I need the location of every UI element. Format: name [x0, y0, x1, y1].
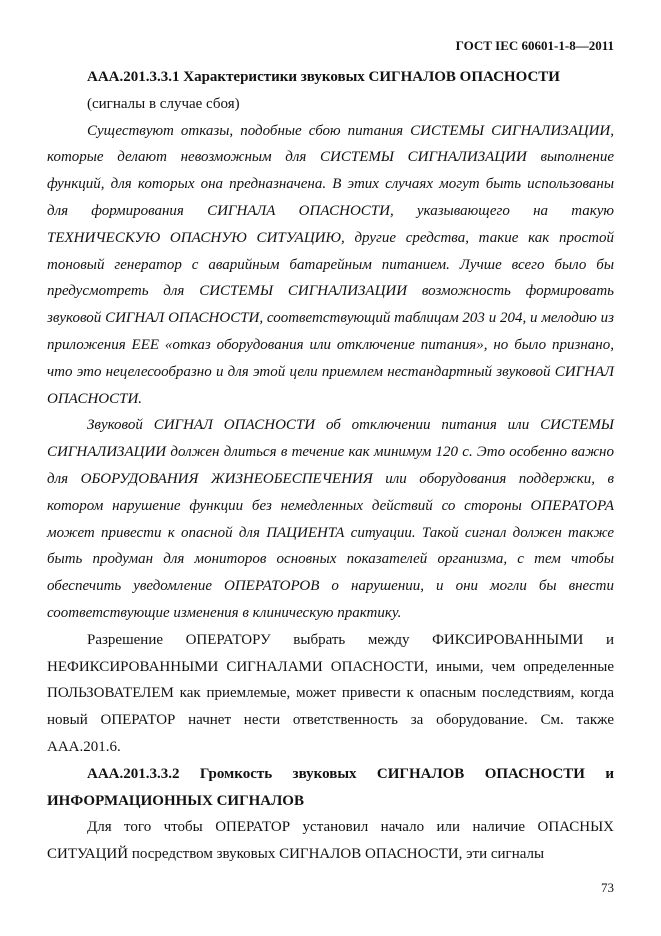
document-code-header: ГОСТ IEC 60601-1-8—2011 — [455, 38, 614, 53]
page-number: 73 — [601, 880, 614, 895]
paragraph-volume: Для того чтобы ОПЕРАТОР установил начало или наличие ОПАСНЫХ СИТУАЦИЙ посредством звуковых СИГНАЛОВ ОПАСНОСТИ, эти сигналы — [47, 819, 614, 863]
section-heading: AAA.201.3.3.1 Характеристики звуковых СИГНАЛОВ ОПАСНОСТИ — [87, 69, 560, 85]
document-body — [47, 64, 614, 868]
section-subheading: (сигналы в случае сбоя) — [87, 95, 240, 112]
section-heading: AAA.201.3.3.2 Громкость звуковых СИГНАЛОВ ОПАСНОСТИ и ИНФОРМАЦИОННЫХ СИГНАЛОВ — [47, 765, 614, 809]
paragraph-power-failure: Существуют отказы, подобные сбою питания СИСТЕМЫ СИГНАЛИЗАЦИИ, которые делают невозможным для СИСТЕМЫ СИГНАЛИЗАЦИИ выполнение функций, для которых она предназначена. В этих случаях могут быть использованы для формирования СИГНАЛА ОПАСНОСТИ, указывающего на такую ТЕХНИЧЕСКУЮ ОПАСНУЮ СИТУАЦИЮ, другие средства, такие как простой тоновый генератор с аварийным батарейным питанием. Лучше всего было бы предусмотреть для СИСТЕМЫ СИГНАЛИЗАЦИИ возможность формировать звуковой СИГНАЛ ОПАСНОСТИ, соответствующий таблицам 203 и 204, и мелодию из приложения ЕЕЕ «отказ оборудования или отключение питания», но было признано, что это нецелесообразно и для этой цели приемлем нестандартный звуковой СИГНАЛ ОПАСНОСТИ. — [47, 122, 614, 407]
paragraph-alarm-duration: Звуковой СИГНАЛ ОПАСНОСТИ об отключении питания или СИСТЕМЫ СИГНАЛИЗАЦИИ должен длиться в течение как минимум 120 с. Это особенно важно для ОБОРУДОВАНИЯ ЖИЗНЕОБЕСПЕЧЕНИЯ или оборудования поддержки, в котором нарушение функции без немедленных действий со стороны ОПЕРАТОРА может привести к опасной для ПАЦИЕНТА ситуации. Такой сигнал должен также быть продуман для мониторов основных показателей организма, с тем чтобы обеспечить уведомление ОПЕРАТОРОВ о нарушении, и они могли бы внести соответствующие изменения в клиническую практику. — [47, 417, 614, 621]
paragraph-operator-selection: Разрешение ОПЕРАТОРУ выбрать между ФИКСИРОВАННЫМИ и НЕФИКСИРОВАННЫМИ СИГНАЛАМИ ОПАСНОСТИ, иными, чем определенные ПОЛЬЗОВАТЕЛЕМ как приемлемые, может привести к опасным последствиям, когда новый ОПЕРАТОР начнет нести ответственность за оборудование. См. также ААА.201.6. — [47, 631, 614, 755]
